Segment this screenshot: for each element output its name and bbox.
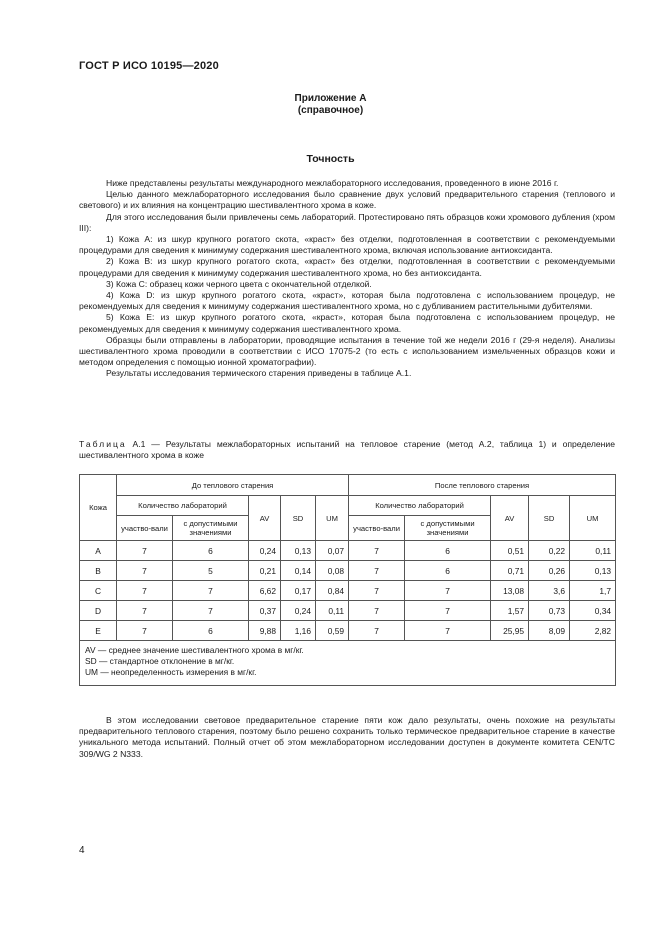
sd-header-before: SD (281, 496, 316, 541)
document-code-header: ГОСТ Р ИСО 10195—2020 (79, 60, 219, 72)
paragraph: Результаты исследования термического старения приведены в таблице А.1. (106, 368, 412, 379)
results-table (79, 474, 616, 686)
table-cell-skin: D (80, 601, 117, 621)
table-cell-a-acc: 7 (405, 621, 491, 641)
table-caption-label: Таблица (79, 439, 127, 449)
table-caption-text: А.1 — Результаты межлабораторных испытаний на тепловое старение (метод А.2, таблица 1) и определение шестивалентного хрома в коже (79, 439, 615, 461)
table-cell-a-part: 7 (349, 561, 405, 581)
table-cell-a-av: 0,71 (491, 561, 529, 581)
group-after-header: После теплового старения (349, 475, 616, 496)
paragraph: Образцы были отправлены в лаборатории, проводящие испытания в течение той же недели 2016 г (29-я неделя). Анализы шестивалентного хрома проводили в соответствии с ИСО 17075-2 (то есть с использованием измельченных образцов кожи и методом определения с помощью ионной хроматографии). (79, 334, 615, 368)
table-cell-b-part: 7 (117, 541, 173, 561)
table-row (80, 541, 616, 561)
table-cell-skin: B (80, 561, 117, 581)
table-cell-b-acc: 7 (173, 601, 249, 621)
table-notes (80, 641, 616, 686)
appendix-heading (0, 93, 661, 117)
table-cell-b-part: 7 (117, 561, 173, 581)
group-before-header: До теплового старения (117, 475, 349, 496)
acceptable-header-before: с допустимыми значениями (173, 516, 249, 541)
table-cell-b-av: 0,21 (249, 561, 281, 581)
paragraph: 4) Кожа D: из шкур крупного рогатого скота, «краст», которая была подготовлена с использованием процедур, не рекомендуемых для сведения к минимуму содержания шестивалентного хрома, но с дубливанием растительными дубителями. (79, 290, 615, 312)
table-cell-a-av: 1,57 (491, 601, 529, 621)
table-caption (79, 439, 615, 462)
table-cell-b-um: 0,84 (316, 581, 349, 601)
table-cell-a-sd: 0,22 (529, 541, 570, 561)
section-title: Точность (306, 153, 355, 165)
col-skin-header: Кожа (80, 475, 117, 541)
table-cell-a-acc: 6 (405, 561, 491, 581)
labs-count-header-after: Количество лабораторий (349, 496, 491, 516)
table-cell-skin: C (80, 581, 117, 601)
table-row (80, 581, 616, 601)
av-header-before: AV (249, 496, 281, 541)
appendix-subtitle: (справочное) (297, 105, 364, 116)
table-cell-a-acc: 7 (405, 581, 491, 601)
table-cell-b-acc: 6 (173, 541, 249, 561)
paragraph: 5) Кожа E: из шкур крупного рогатого скота, «краст», которая была подготовлена с использованием процедур, не рекомендуемых для сведения к минимуму содержания шестивалентного хрома. (79, 312, 615, 334)
table-cell-skin: A (80, 541, 117, 561)
table-cell-b-part: 7 (117, 601, 173, 621)
table-cell-b-part: 7 (117, 621, 173, 641)
um-header-before: UM (316, 496, 349, 541)
table-cell-a-part: 7 (349, 601, 405, 621)
table-cell-b-sd: 0,13 (281, 541, 316, 561)
table-cell-a-um: 0,13 (570, 561, 616, 581)
note-av: AV — среднее значение шестивалентного хрома в мг/кг. (85, 645, 304, 655)
um-header-after: UM (570, 496, 616, 541)
table-cell-b-sd: 0,14 (281, 561, 316, 581)
table-cell-b-sd: 1,16 (281, 621, 316, 641)
table-cell-a-part: 7 (349, 541, 405, 561)
table-cell-b-sd: 0,24 (281, 601, 316, 621)
participating-header-after: участво-вали (349, 516, 405, 541)
page-number: 4 (79, 845, 85, 856)
paragraph: 3) Кожа C: образец кожи черного цвета с окончательной отделкой. (106, 278, 372, 289)
table-body (80, 541, 616, 641)
table-cell-b-av: 6,62 (249, 581, 281, 601)
paragraph: Ниже представлены результаты международного межлабораторного исследования, проведенного в июне 2016 г. (106, 178, 559, 188)
table-cell-b-sd: 0,17 (281, 581, 316, 601)
table-cell-b-av: 9,88 (249, 621, 281, 641)
table-cell-b-av: 0,37 (249, 601, 281, 621)
sd-header-after: SD (529, 496, 570, 541)
table-cell-a-part: 7 (349, 621, 405, 641)
conclusion-paragraph: В этом исследовании световое предварительное старение пяти кож дало результаты, очень похожие на результаты предварительного теплового старения, поэтому было решено сохранить только термическое предварительное старение в качестве уникального метода испытаний. Полный отчет об этом межлабораторном исследовании доступен в документе комитета CEN/TC 309/WG 2 N333. (79, 715, 615, 759)
table-cell-a-av: 13,08 (491, 581, 529, 601)
table-cell-a-sd: 0,26 (529, 561, 570, 581)
paragraph: Целью данного межлабораторного исследования было сравнение двух условий предварительного старения (теплового и светового) и их влияния на концентрацию шестивалентного хрома в коже. (79, 189, 615, 211)
table-cell-a-um: 1,7 (570, 581, 616, 601)
conclusion-text (79, 715, 615, 760)
table-cell-b-acc: 5 (173, 561, 249, 581)
paragraph: Для этого исследования были привлечены семь лабораторий. Протестировано пять образцов кожи хромового дубления (хром III): (79, 211, 615, 233)
table-cell-a-av: 0,51 (491, 541, 529, 561)
table-cell-a-um: 0,11 (570, 541, 616, 561)
acceptable-header-after: с допустимыми значениями (405, 516, 491, 541)
note-sd: SD — стандартное отклонение в мг/кг. (85, 656, 235, 667)
table-cell-a-part: 7 (349, 581, 405, 601)
table-cell-a-sd: 0,73 (529, 601, 570, 621)
note-um: UM — неопределенность измерения в мг/кг. (85, 667, 257, 678)
table-row (80, 561, 616, 581)
labs-count-header-before: Количество лабораторий (117, 496, 249, 516)
participating-header-before: участво-вали (117, 516, 173, 541)
intro-text (79, 178, 615, 380)
table-cell-b-um: 0,08 (316, 561, 349, 581)
table-cell-a-um: 2,82 (570, 621, 616, 641)
table-cell-a-um: 0,34 (570, 601, 616, 621)
table-cell-a-acc: 6 (405, 541, 491, 561)
table-cell-a-acc: 7 (405, 601, 491, 621)
table-cell-b-acc: 6 (173, 621, 249, 641)
table-cell-b-um: 0,59 (316, 621, 349, 641)
table-cell-a-sd: 8,09 (529, 621, 570, 641)
paragraph: 2) Кожа B: из шкур крупного рогатого скота, «краст» без отделки, подготовленная в соответствии с рекомендуемыми процедурами для сведения к минимуму содержания шестивалентного хрома, но без антиоксиданта. (79, 256, 615, 278)
appendix-title: Приложение А (294, 93, 367, 104)
table-cell-b-acc: 7 (173, 581, 249, 601)
table-row (80, 601, 616, 621)
table-cell-b-um: 0,07 (316, 541, 349, 561)
table-cell-b-av: 0,24 (249, 541, 281, 561)
table-cell-a-sd: 3,6 (529, 581, 570, 601)
table-cell-skin: E (80, 621, 117, 641)
table-cell-a-av: 25,95 (491, 621, 529, 641)
table-cell-b-part: 7 (117, 581, 173, 601)
paragraph: 1) Кожа A: из шкур крупного рогатого скота, «краст» без отделки, подготовленная в соответствии с рекомендуемыми процедурами для сведения к минимуму содержания шестивалентного хрома, включая использование антиоксиданта. (79, 234, 615, 256)
table-row (80, 621, 616, 641)
table-cell-b-um: 0,11 (316, 601, 349, 621)
av-header-after: AV (491, 496, 529, 541)
